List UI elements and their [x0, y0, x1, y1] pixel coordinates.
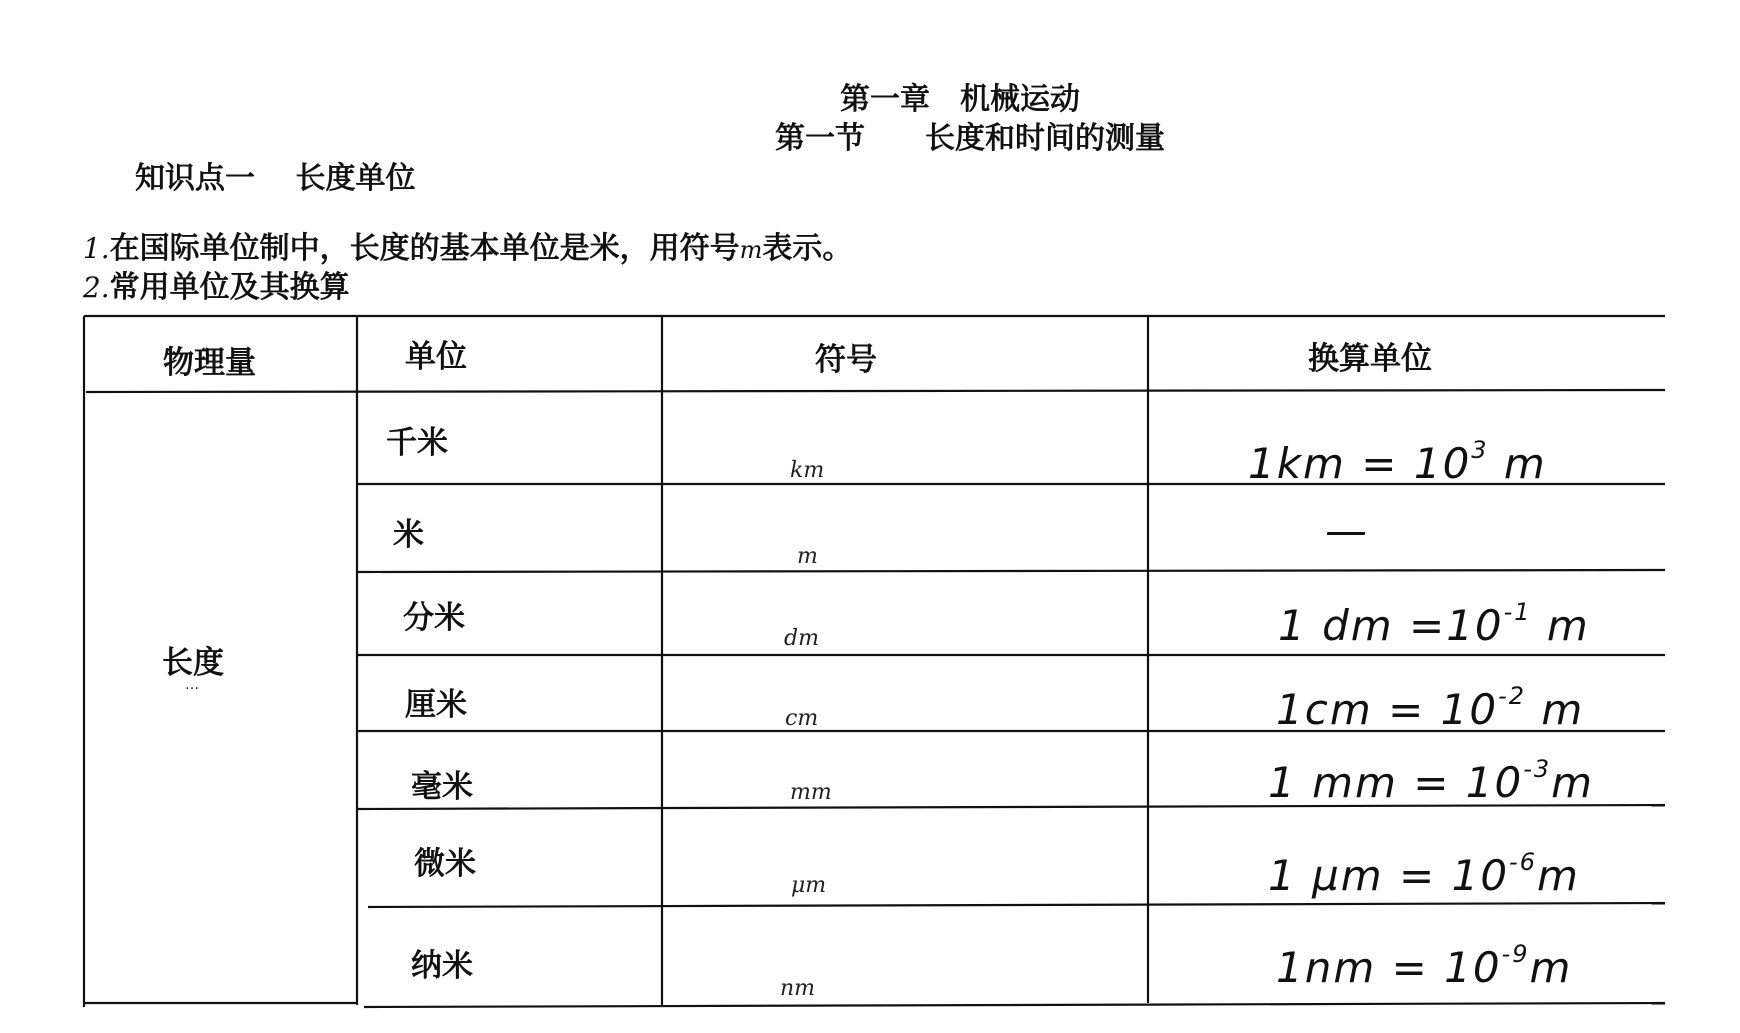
conversion-um	[1268, 848, 1580, 900]
conversion-text: 1nm = 10	[1276, 943, 1502, 992]
header-symbol: 符号	[815, 342, 877, 378]
chapter-title: 第一章 机械运动	[840, 82, 1080, 117]
conversion-exponent: -3	[1523, 755, 1552, 783]
unit-symbol: m	[797, 544, 818, 569]
conversion-nm	[1276, 940, 1573, 992]
conversion-km	[1248, 436, 1547, 488]
conversion-exponent: 3	[1471, 436, 1489, 464]
unit-name: 微米	[414, 846, 476, 882]
row-sep-2	[357, 570, 1665, 572]
item-2-number: 2.	[82, 271, 110, 304]
row-sep-6	[368, 903, 1665, 907]
unit-name: 毫米	[411, 769, 473, 805]
item-2-text: 常用单位及其换算	[109, 270, 350, 305]
conversion-dm	[1278, 598, 1590, 650]
unit-symbol: μm	[791, 873, 827, 898]
conversion-tail: m	[1551, 758, 1595, 807]
conversion-cm	[1276, 682, 1585, 734]
unit-name: 米	[393, 517, 424, 553]
unit-name: 厘米	[405, 687, 467, 723]
unit-symbol: mm	[790, 780, 832, 805]
item-1-symbol: m	[739, 236, 763, 264]
conversion-exponent: -9	[1501, 940, 1530, 968]
item-1-text-a: 在国际单位制中，长度的基本单位是米，用符号	[109, 231, 740, 266]
conversion-text: 1km = 10	[1248, 439, 1472, 488]
conversion-tail: m	[1488, 439, 1547, 488]
unit-symbol: km	[790, 458, 825, 483]
conversion-m	[1325, 506, 1369, 555]
unit-name: 纳米	[411, 948, 473, 984]
header-conversion: 换算单位	[1308, 341, 1432, 377]
conversion-text: 1 dm =10	[1278, 601, 1504, 650]
item-1-number: 1.	[82, 232, 110, 265]
table-bottom-right	[364, 1003, 1665, 1007]
item-1-text-b: 表示。	[762, 231, 853, 266]
header-unit: 单位	[405, 339, 467, 375]
conversion-mm	[1268, 755, 1595, 807]
knowledge-point-title: 知识点一 长度单位	[135, 161, 416, 196]
conversion-text: 1 mm = 10	[1268, 758, 1524, 807]
conversion-text: 1 μm = 10	[1268, 851, 1510, 900]
header-quantity: 物理量	[163, 345, 256, 381]
conversion-tail: m	[1531, 601, 1590, 650]
conversion-exponent: -2	[1498, 682, 1526, 710]
unit-name: 千米	[386, 425, 448, 461]
unit-name: 分米	[403, 600, 465, 636]
header-bottom-border	[86, 390, 1665, 392]
unit-symbol: dm	[784, 626, 819, 651]
quantity-mark: …	[185, 677, 199, 693]
unit-symbol: cm	[785, 706, 819, 731]
conversion-text: —	[1325, 506, 1369, 555]
conversion-tail: m	[1526, 685, 1585, 734]
section-title: 第一节 长度和时间的测量	[775, 121, 1165, 156]
unit-symbol: nm	[780, 976, 816, 1001]
conversion-text: 1cm = 10	[1276, 685, 1499, 734]
conversion-tail: m	[1536, 851, 1580, 900]
quantity-length: 长度	[162, 645, 224, 681]
conversion-exponent: -6	[1509, 848, 1537, 876]
conversion-exponent: -1	[1503, 598, 1532, 626]
conversion-tail: m	[1529, 943, 1573, 992]
